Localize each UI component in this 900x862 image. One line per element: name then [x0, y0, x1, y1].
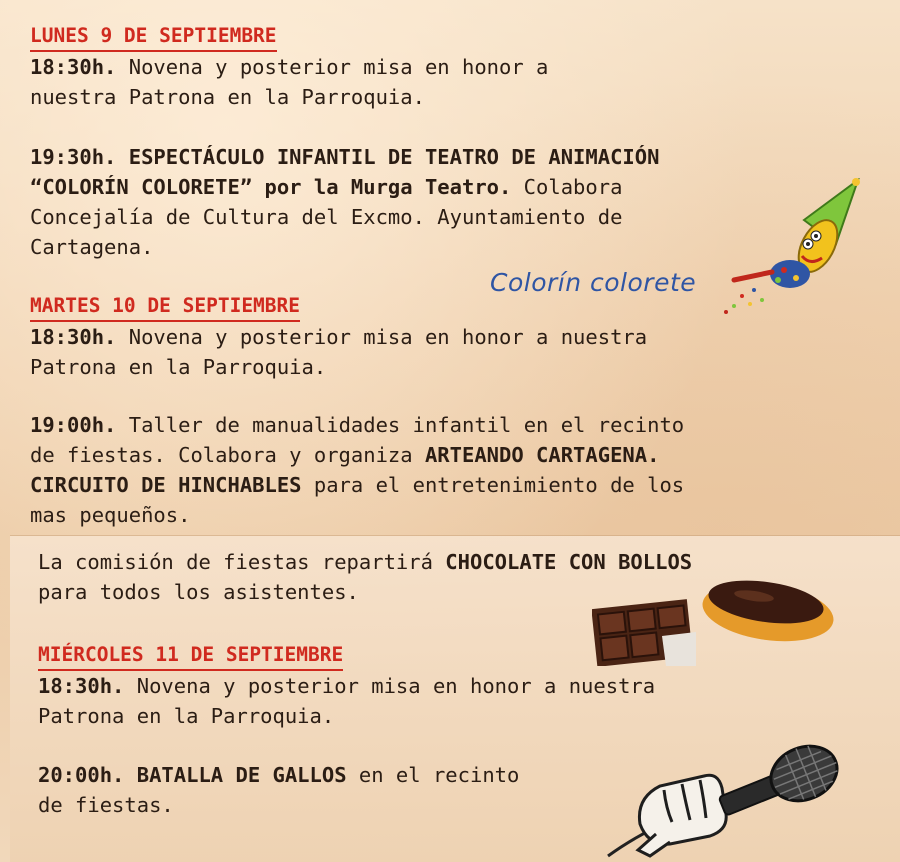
event-line	[38, 760, 519, 790]
event-time: 18:30h.	[30, 325, 117, 349]
day-monday	[30, 22, 548, 112]
event-text: para el entretenimiento de los	[301, 473, 685, 497]
event-line	[38, 671, 655, 701]
event-line: Patrona en la Parroquia.	[30, 355, 327, 379]
event-line: de fiestas.	[38, 793, 174, 817]
event-line	[30, 322, 647, 352]
event-theater	[30, 142, 659, 262]
eclair-icon	[698, 570, 838, 646]
event-title: “COLORÍN COLORETE” por la Murga Teatro.	[30, 175, 512, 199]
event-organizer: ARTEANDO CARTAGENA.	[424, 443, 660, 467]
day-wednesday	[38, 641, 655, 731]
clown-icon	[712, 178, 862, 318]
event-text: Novena y posterior misa en honor a nuestra	[124, 674, 656, 698]
event-time: 19:00h.	[30, 413, 117, 437]
event-line: mas pequeños.	[30, 503, 191, 527]
event-time: 18:30h.	[38, 674, 125, 698]
day-heading: MARTES 10 DE SEPTIEMBRE	[30, 292, 300, 322]
event-workshop	[30, 410, 684, 530]
day-heading: LUNES 9 DE SEPTIEMBRE	[30, 22, 277, 52]
event-title: CHOCOLATE CON BOLLOS	[445, 550, 693, 574]
event-line: para todos los asistentes.	[38, 580, 359, 604]
event-line: nuestra Patrona en la Parroquia.	[30, 85, 425, 109]
event-line	[30, 440, 684, 470]
event-line	[30, 52, 548, 82]
event-line	[38, 547, 692, 577]
event-line	[30, 410, 684, 440]
event-title: CIRCUITO DE HINCHABLES	[30, 473, 302, 497]
event-line	[30, 172, 659, 202]
day-tuesday	[30, 292, 647, 382]
event-line: Patrona en la Parroquia.	[38, 704, 335, 728]
event-text: Novena y posterior misa en honor a nuestra	[116, 325, 648, 349]
event-line	[30, 470, 684, 500]
event-text: de fiestas. Colabora y organiza	[30, 443, 425, 467]
colorin-colorete-logo: Colorín colorete	[490, 268, 697, 297]
event-line: 19:30h. ESPECTÁCULO INFANTIL DE TEATRO DE ANIMACIÓN	[30, 145, 660, 169]
event-text: La comisión de fiestas repartirá	[38, 550, 446, 574]
event-line: Cartagena.	[30, 235, 154, 259]
event-text: Novena y posterior misa en honor a	[116, 55, 549, 79]
event-line: Concejalía de Cultura del Excmo. Ayuntamiento de	[30, 205, 623, 229]
day-heading: MIÉRCOLES 11 DE SEPTIEMBRE	[38, 641, 343, 671]
event-text: en el recinto	[346, 763, 520, 787]
event-text: Taller de manualidades infantil en el recinto	[116, 413, 685, 437]
microphone-hand-icon	[600, 728, 850, 858]
event-time: 18:30h.	[30, 55, 117, 79]
event-text: Colabora	[511, 175, 623, 199]
event-title: 20:00h. BATALLA DE GALLOS	[38, 763, 347, 787]
event-battle	[38, 760, 519, 820]
